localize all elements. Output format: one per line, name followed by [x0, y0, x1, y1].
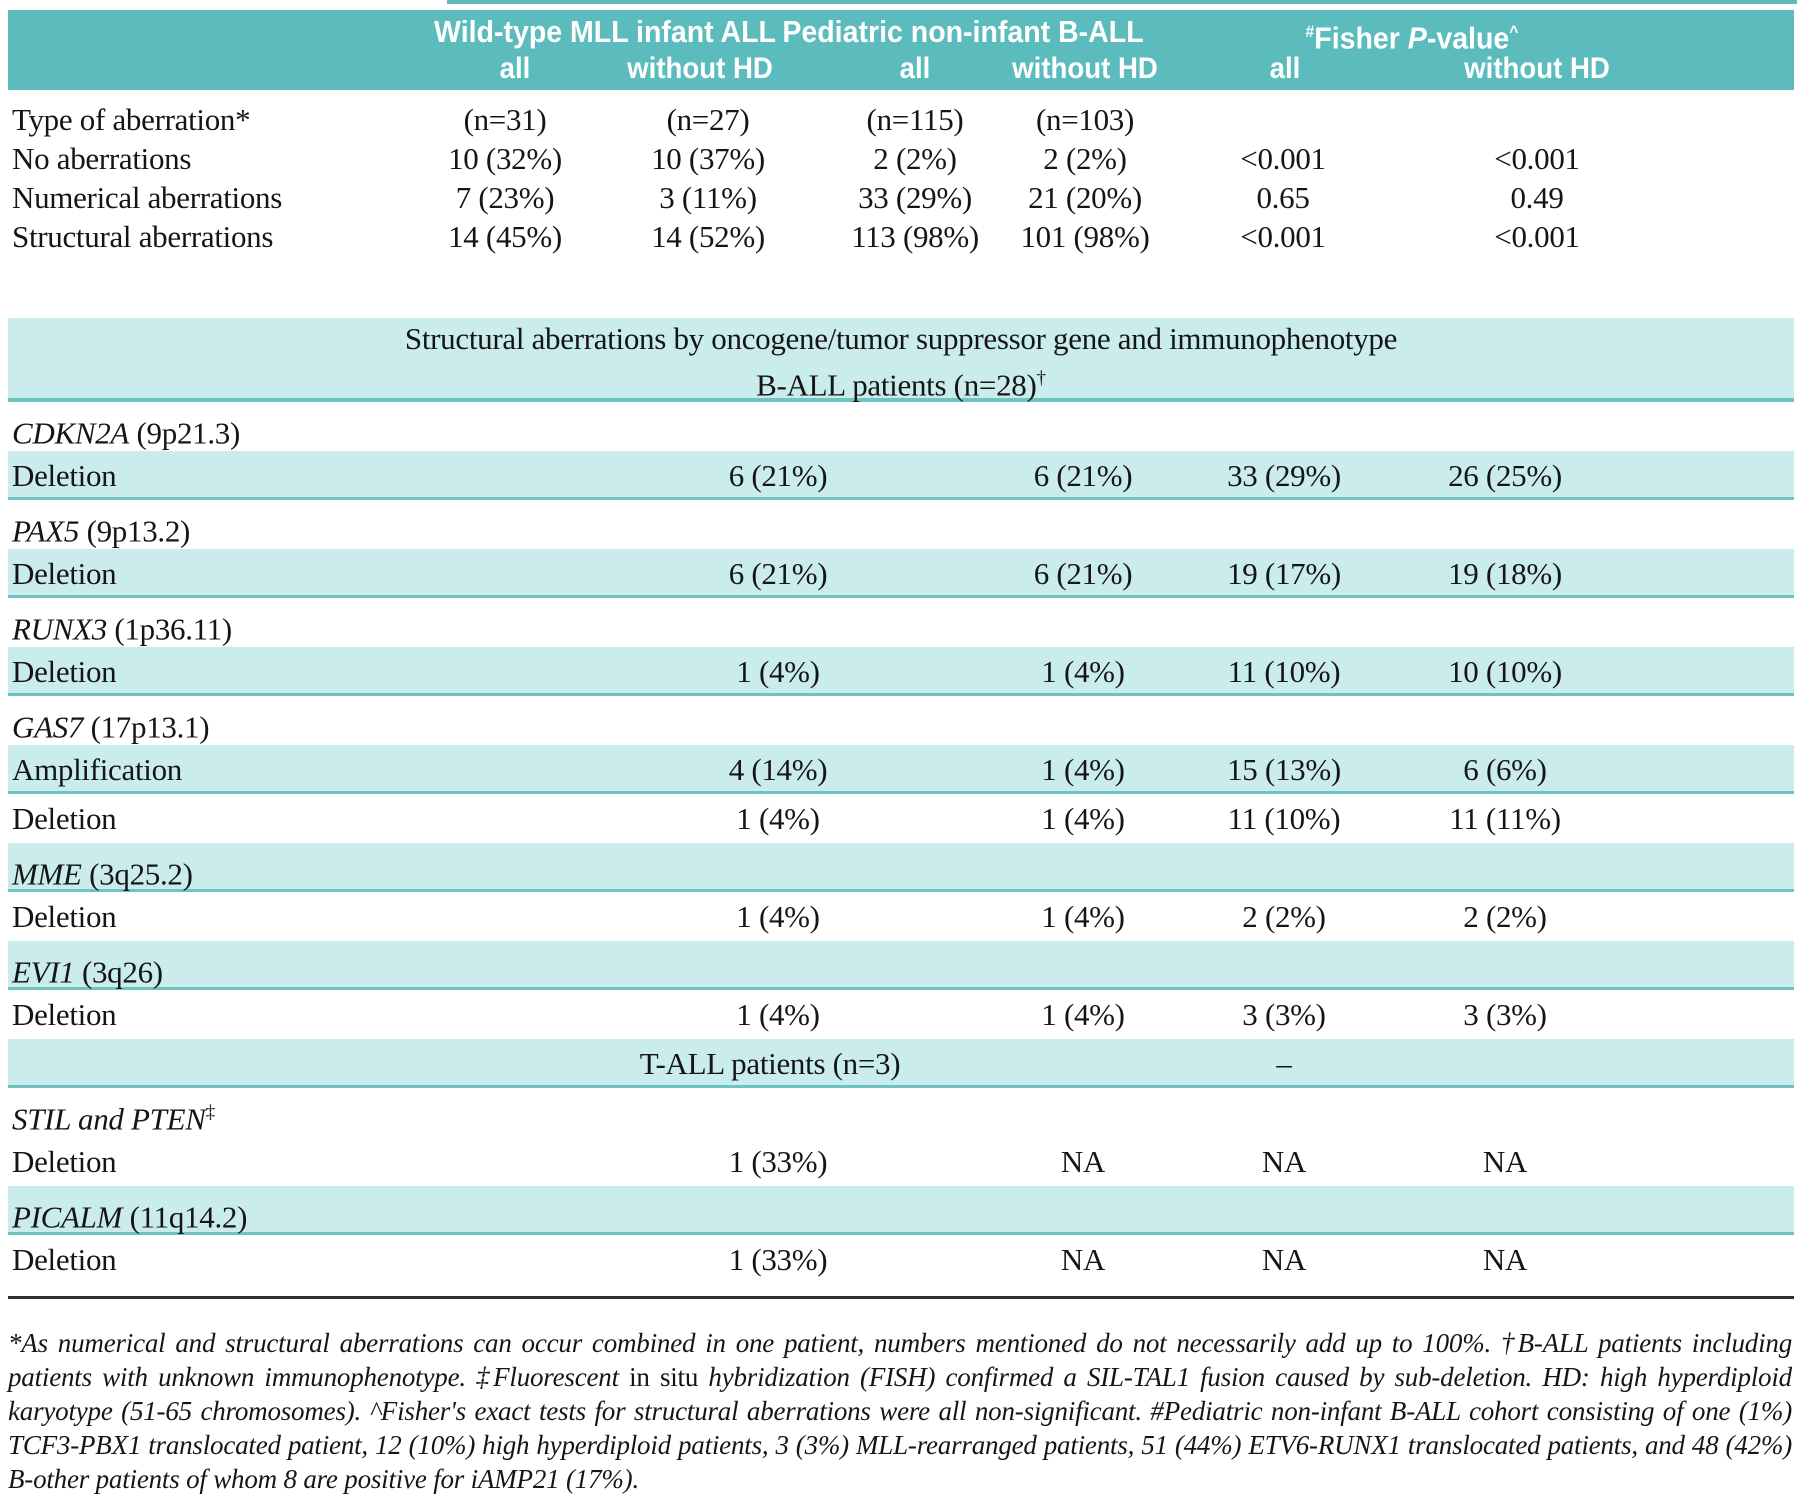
- table-row: [8, 100, 1794, 139]
- column-sub-label: without HD: [1464, 52, 1610, 85]
- cell-value: 101 (98%): [1020, 219, 1150, 254]
- cell-value: NA: [1261, 1242, 1307, 1277]
- cell-value: 6 (21%): [728, 458, 828, 493]
- row-label: Deletion: [12, 1144, 117, 1179]
- gene-label: STIL and PTEN‡: [12, 1101, 215, 1137]
- table-row: [8, 794, 1794, 843]
- gene-label: PAX5 (9p13.2): [12, 513, 191, 549]
- cell-value: 0.49: [1510, 180, 1564, 215]
- table-row: [8, 217, 1794, 256]
- cell-value: 26 (25%): [1448, 458, 1562, 493]
- footnote: [8, 1326, 1792, 1496]
- cell-value: 7 (23%): [455, 180, 555, 215]
- cell-value: 2 (2%): [873, 141, 957, 176]
- cell-value: 10 (32%): [448, 141, 562, 176]
- cell-value: 2 (2%): [1463, 899, 1547, 934]
- row-label: Type of aberration*: [12, 102, 251, 137]
- cell-value: (n=27): [666, 102, 750, 137]
- table-row: [8, 178, 1794, 217]
- table-row: [8, 139, 1794, 178]
- gene-label: EVI1 (3q26): [12, 954, 163, 990]
- column-sub-label: without HD: [1012, 52, 1158, 85]
- table-row: [8, 745, 1794, 794]
- gene-label: PICALM (11q14.2): [12, 1199, 248, 1235]
- cell-value: 33 (29%): [858, 180, 972, 215]
- cell-value: <0.001: [1240, 219, 1326, 254]
- table-row: [8, 990, 1794, 1039]
- table-row: [8, 941, 1794, 990]
- cell-value: 1 (4%): [1041, 752, 1125, 787]
- table-row: [8, 647, 1794, 696]
- row-label: Numerical aberrations: [12, 180, 282, 215]
- cell-value: 1 (33%): [728, 1242, 828, 1277]
- cell-value: 1 (4%): [1041, 997, 1125, 1032]
- cell-value: 113 (98%): [851, 219, 979, 254]
- cell-value: 11 (11%): [1449, 801, 1561, 836]
- table-row: [8, 1186, 1794, 1235]
- cell-value: 3 (3%): [1242, 997, 1326, 1032]
- column-sub-label: without HD: [627, 52, 773, 85]
- table-row: [8, 696, 1794, 745]
- table-row: [8, 1235, 1794, 1284]
- table-header-band: [8, 10, 1794, 90]
- table-row: [8, 598, 1794, 647]
- column-sub-label: all: [499, 52, 531, 85]
- table-row: [8, 402, 1794, 451]
- column-group-label: Pediatric non-infant B-ALL: [782, 14, 1144, 49]
- cell-value: (n=31): [463, 102, 547, 137]
- cell-value: 3 (11%): [659, 180, 757, 215]
- cell-value: NA: [1482, 1242, 1528, 1277]
- row-label: Structural aberrations: [12, 219, 274, 254]
- cell-value: 11 (10%): [1227, 654, 1341, 689]
- gene-label: GAS7 (17p13.1): [12, 709, 210, 745]
- gene-label: MME (3q25.2): [12, 856, 193, 892]
- cell-value: <0.001: [1494, 219, 1580, 254]
- cell-value: 1 (4%): [736, 997, 820, 1032]
- footnote-text: hybridization (FISH) confirmed a SIL-TAL1 fusion caused by sub-deletion. HD: high hyperdiploid karyotype (51-65 chromosomes). ^Fisher's exact tests for structural aberrations were all non-significant. #Pediatric non-infant B-ALL cohort consisting of one (1%) TCF3-PBX1 translocated patient, 12 (10%) high hyperdiploid patients, 3 (3%) MLL-rearranged patients, 51 (44%) ETV6-RUNX1 translocated patients, and 48 (42%) B-other patients of whom 8 are positive for iAMP21 (17%).: [8, 1362, 1792, 1494]
- top-rule: [447, 0, 1797, 4]
- section-title: Structural aberrations by oncogene/tumor suppressor gene and immunophenotype: [404, 321, 1398, 356]
- row-label: Deletion: [12, 997, 117, 1032]
- row-label: Deletion: [12, 556, 117, 591]
- cell-value: 1 (4%): [1041, 801, 1125, 836]
- cell-value: 1 (4%): [736, 899, 820, 934]
- cell-value: 14 (52%): [651, 219, 765, 254]
- table-row: [8, 549, 1794, 598]
- cell-value: <0.001: [1240, 141, 1326, 176]
- table-row: [8, 843, 1794, 892]
- cell-value: 2 (2%): [1043, 141, 1127, 176]
- table-row: [8, 1088, 1794, 1137]
- section-title-band: [8, 318, 1794, 402]
- row-label: Deletion: [12, 899, 117, 934]
- section-subtitle: B-ALL patients (n=28)†: [756, 367, 1046, 403]
- gene-label: RUNX3 (1p36.11): [12, 611, 232, 647]
- footnote-text: in situ: [629, 1362, 699, 1392]
- table-row: [8, 892, 1794, 941]
- table-row: [8, 1137, 1794, 1186]
- cell-value: NA: [1060, 1144, 1106, 1179]
- cell-value: (n=103): [1035, 102, 1135, 137]
- cell-value: 19 (17%): [1227, 556, 1341, 591]
- column-sub-label: all: [899, 52, 931, 85]
- cell-value: 10 (37%): [651, 141, 765, 176]
- row-label: Deletion: [12, 1242, 117, 1277]
- table-row: [8, 1039, 1794, 1088]
- cell-value: NA: [1060, 1242, 1106, 1277]
- cell-value: 3 (3%): [1463, 997, 1547, 1032]
- cell-value: 11 (10%): [1227, 801, 1341, 836]
- subsection-title: T-ALL patients (n=3): [639, 1046, 901, 1081]
- cell-value: 6 (21%): [728, 556, 828, 591]
- cell-value: 0.65: [1256, 180, 1310, 215]
- row-label: Deletion: [12, 654, 117, 689]
- cell-value: –: [1276, 1046, 1292, 1081]
- cell-value: 10 (10%): [1448, 654, 1562, 689]
- cell-value: NA: [1261, 1144, 1307, 1179]
- cell-value: 4 (14%): [728, 752, 828, 787]
- cell-value: 21 (20%): [1028, 180, 1142, 215]
- row-label: Amplification: [12, 752, 183, 787]
- cell-value: 33 (29%): [1227, 458, 1341, 493]
- footnote-text: *As numerical and structural aberrations can occur combined in one patient, numbers mentioned do not necessarily add up to 100%. †B-ALL patients including patients with unknown immunophenotype. ‡Fluorescent: [8, 1328, 1792, 1392]
- cell-value: 1 (4%): [1041, 654, 1125, 689]
- cell-value: NA: [1482, 1144, 1528, 1179]
- table-row: [8, 451, 1794, 500]
- cell-value: 14 (45%): [448, 219, 562, 254]
- row-label: Deletion: [12, 458, 117, 493]
- cell-value: 6 (6%): [1463, 752, 1547, 787]
- gene-label: CDKN2A (9p21.3): [12, 415, 241, 451]
- bottom-rule: [8, 1296, 1794, 1299]
- table-row: [8, 500, 1794, 549]
- cell-value: 1 (4%): [736, 801, 820, 836]
- cell-value: 1 (33%): [728, 1144, 828, 1179]
- cell-value: 15 (13%): [1227, 752, 1341, 787]
- cell-value: 6 (21%): [1033, 458, 1133, 493]
- cell-value: (n=115): [866, 102, 964, 137]
- column-group-label: Wild-type MLL infant ALL: [434, 14, 776, 49]
- cell-value: 19 (18%): [1448, 556, 1562, 591]
- row-label: No aberrations: [12, 141, 192, 176]
- cell-value: 6 (21%): [1033, 556, 1133, 591]
- column-group-label: #Fisher P-value^: [1305, 20, 1519, 56]
- cell-value: 2 (2%): [1242, 899, 1326, 934]
- cell-value: 1 (4%): [1041, 899, 1125, 934]
- cell-value: <0.001: [1494, 141, 1580, 176]
- column-sub-label: all: [1269, 52, 1301, 85]
- row-label: Deletion: [12, 801, 117, 836]
- cell-value: 1 (4%): [736, 654, 820, 689]
